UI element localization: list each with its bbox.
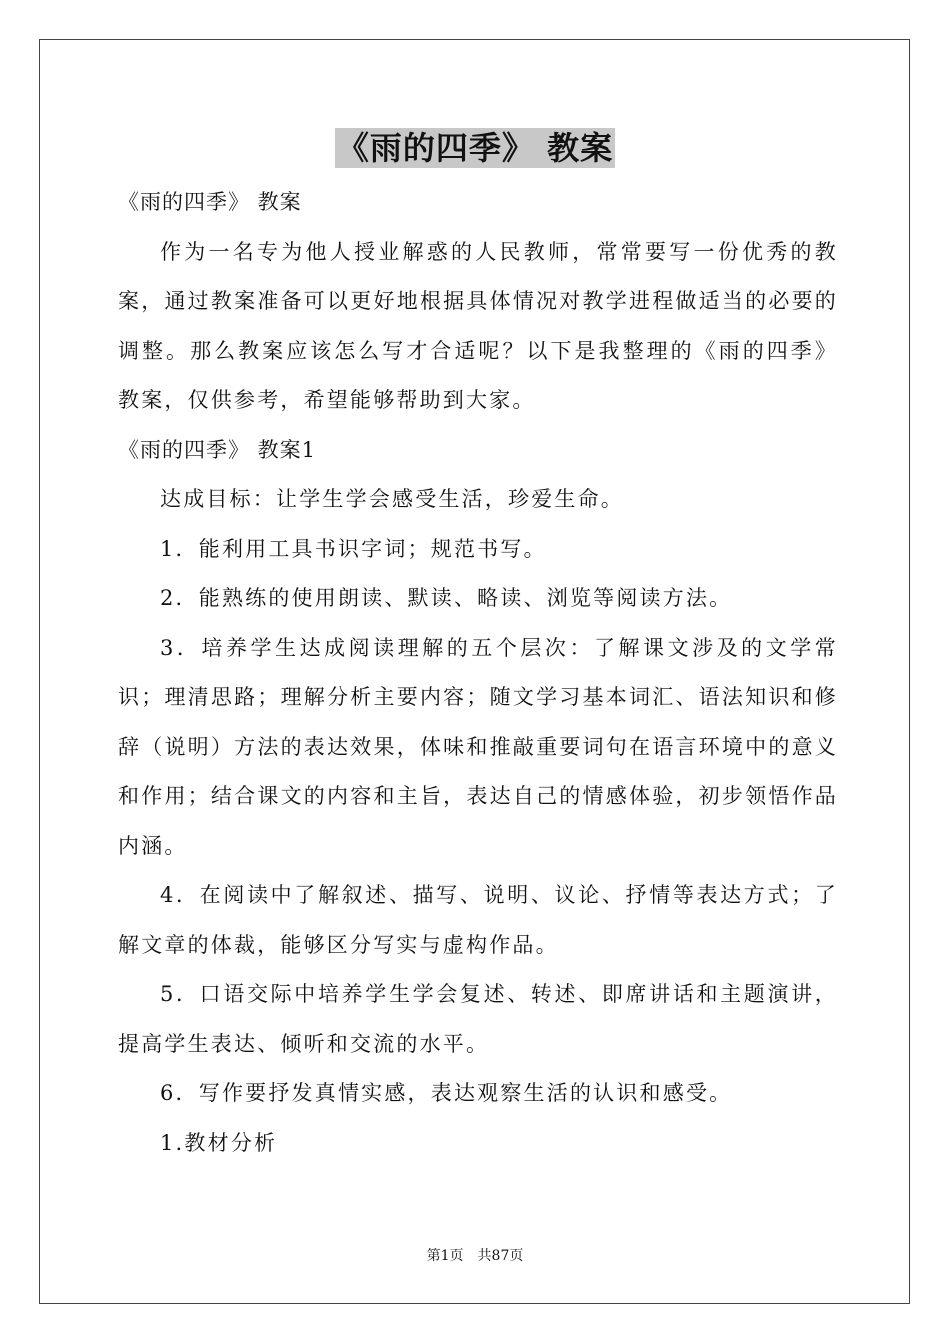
page-number: 第1页 共87页 <box>426 1248 524 1264</box>
intro-paragraph: 作为一名专为他人授业解惑的人民教师，常常要写一份优秀的教案，通过教案准备可以更好地根据具体情况对教学进程做适当的必要的调整。那么教案应该怎么写才合适呢？以下是我整理的《雨的四季》 教案，仅供参考，希望能够帮助到大家。 <box>118 239 838 412</box>
document-subtitle: 《雨的四季》 教案 <box>118 190 302 214</box>
page-footer <box>0 1246 950 1266</box>
document-title <box>0 128 950 168</box>
list-item: 3．培养学生达成阅读理解的五个层次：了解课文涉及的文学常识；理清思路；理解分析主要内容；随文学习基本词汇、语法知识和修辞（说明）方法的表达效果，体味和推敲重要词句在语言环境中的意义和作用；结合课文的内容和主旨，表达自己的情感体验，初步领悟作品内涵。 <box>118 635 838 858</box>
list-item: 4．在阅读中了解叙述、描写、说明、议论、抒情等表达方式；了解文章的体裁，能够区分写实与虚构作品。 <box>118 883 838 957</box>
list-item: 2．能熟练的使用朗读、默读、略读、浏览等阅读方法。 <box>160 586 733 610</box>
document-body <box>118 178 838 1168</box>
document-title-text: 《雨的四季》 教案 <box>336 129 614 167</box>
list-item: 6．写作要抒发真情实感，表达观察生活的认识和感受。 <box>160 1081 733 1105</box>
goal-paragraph: 达成目标：让学生学会感受生活，珍爱生命。 <box>160 487 624 511</box>
analysis-heading: 1.教材分析 <box>160 1130 278 1155</box>
section-title: 《雨的四季》 教案1 <box>118 437 317 462</box>
list-item: 1．能利用工具书识字词；规范书写。 <box>160 536 547 561</box>
list-item: 5．口语交际中培养学生学会复述、转述、即席讲话和主题演讲，提高学生表达、倾听和交流的水平。 <box>118 982 838 1056</box>
